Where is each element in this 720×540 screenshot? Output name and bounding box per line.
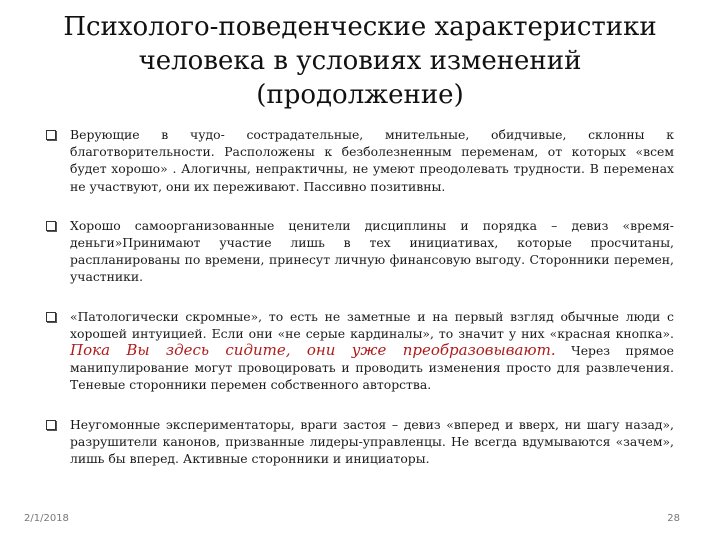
bullet-highlight-text: Пока Вы здесь сидите, они уже преобразовывают. (70, 341, 556, 360)
page-number: 28 (667, 513, 680, 524)
bullet-text: Неугомонные экспериментаторы, враги застоя – девиз «вперед и вверх, ни шагу назад», разрушители канонов, призванные лидеры-управленцы. Не всегда вдумываются «зачем», лишь бы вперед. Активные сторонники и инициаторы. (70, 416, 674, 467)
bullet-text: Через прямое манипулирование могут провоцировать и проводить изменения просто для развлечения. Теневые сторонники перемен собственного авторства. (70, 343, 674, 393)
checkbox-bullet-icon (46, 221, 56, 231)
bullet-list (46, 126, 674, 489)
checkbox-bullet-icon (46, 130, 56, 140)
bullet-text: Хорошо самоорганизованные ценители дисциплины и порядка – девиз «время-деньги»Принимают участие лишь в тех инициативах, которые просчитаны, распланированы по времени, принесут личную финансовую выгоду. Сторонники перемен, участники. (70, 217, 674, 285)
slide-title: Психолого-поведенческие характеристики человека в условиях изменений (продолжение) (63, 12, 657, 110)
bullet-text: Верующие в чудо- сострадательные, мнительные, обидчивые, склонны к благотворительности. Расположены к безболезненным переменам, от которых «всем будет хорошо» . Алогичны, непрактичны, не умеют преодолевать трудности. В переменах не участвуют, они их переживают. Пассивно позитивны. (70, 127, 674, 194)
checkbox-bullet-icon (46, 420, 56, 430)
bullet-item (46, 308, 674, 394)
bullet-item (46, 416, 674, 468)
checkbox-bullet-icon (46, 312, 56, 322)
bullet-item (46, 126, 674, 195)
bullet-text: «Патологически скромные», то есть не заметные и на первый взгляд обычные люди с хорошей интуицией. Если они «не серые кардиналы», то значит у них «красная кнопка». (70, 308, 674, 341)
bullet-item (46, 217, 674, 286)
footer-date: 2/1/2018 (24, 513, 69, 524)
